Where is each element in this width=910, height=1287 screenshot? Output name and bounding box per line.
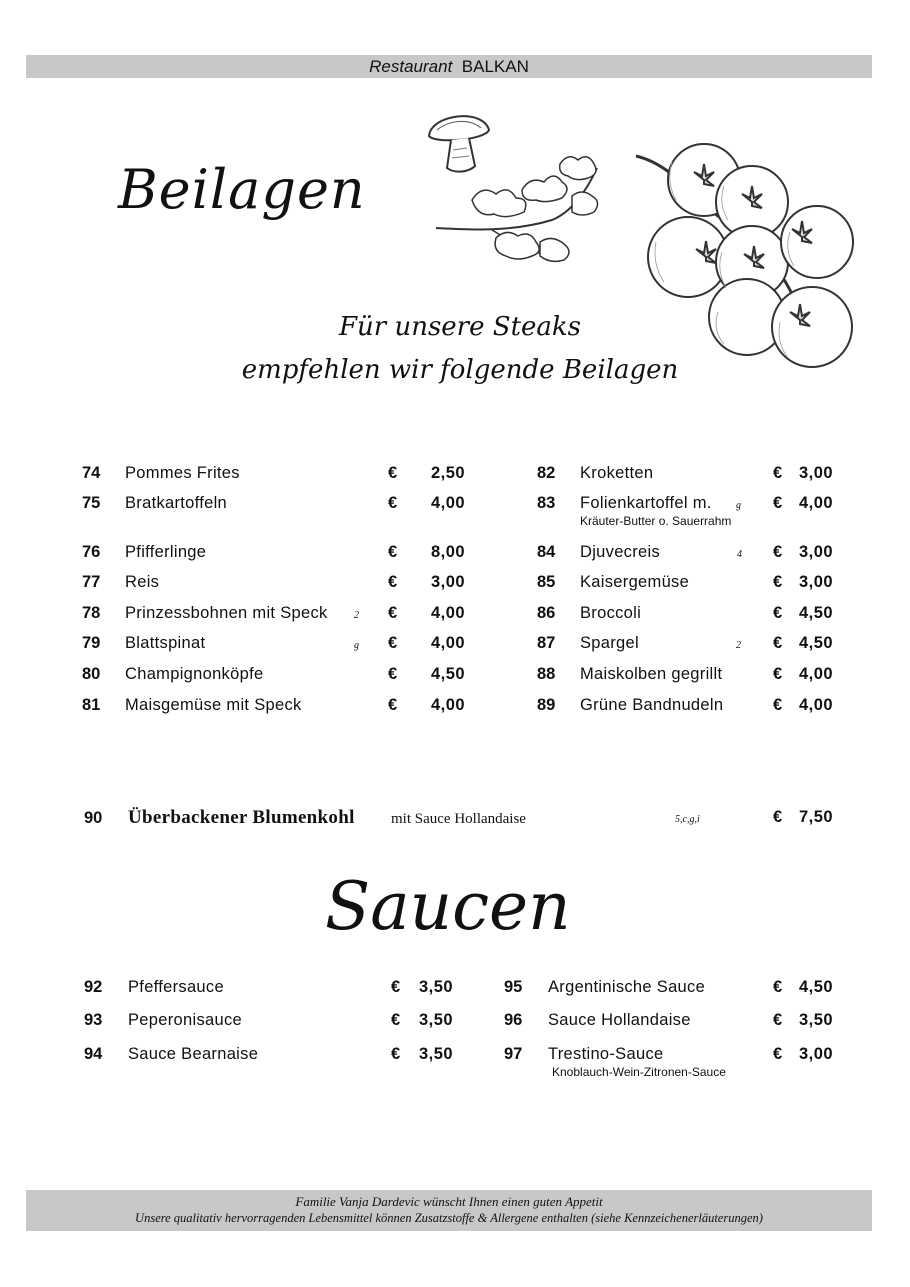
item-price: 4,00 [799,665,834,683]
item-currency: € [773,634,783,652]
item-price: 4,00 [431,604,466,622]
item-name: Pommes Frites [125,464,240,482]
item-name: Sauce Bearnaise [128,1045,259,1063]
item-price: 3,00 [799,1045,834,1063]
menu-item [0,602,910,624]
item-number: 84 [537,543,556,561]
item-name: Kroketten [580,464,654,482]
item-price: 3,50 [419,1011,454,1029]
item-number: 89 [537,696,556,714]
item-price: 3,00 [799,573,834,591]
item-name: Prinzessbohnen mit Speck [125,604,328,622]
item-name: Folienkartoffel m. [580,494,712,512]
item-currency: € [388,494,398,512]
menu-item [0,976,910,998]
item-number: 76 [82,543,101,561]
menu-item [0,1009,910,1031]
item-name: Blattspinat [125,634,206,652]
item-currency: € [391,1045,401,1063]
item-currency: € [388,573,398,591]
item-currency: € [388,604,398,622]
item-currency: € [391,1011,401,1029]
item-name: Pfeffersauce [128,978,224,996]
menu-item [0,694,910,716]
footer-bar [26,1190,872,1231]
item-currency: € [773,604,783,622]
footer-greeting: Familie Vanja Dardevic wünscht Ihnen einen guten Appetit [295,1194,603,1209]
item-number: 93 [84,1011,103,1029]
item-currency: € [773,978,783,996]
item-number: 88 [537,665,556,683]
item-number: 85 [537,573,556,591]
item-allergen-note: 2 [354,610,359,621]
item-price: 2,50 [431,464,466,482]
item-name: Argentinische Sauce [548,978,706,996]
item-number: 79 [82,634,101,652]
menu-item [0,462,910,484]
menu-item [0,1043,910,1079]
item-currency: € [773,1011,783,1029]
item-price: 3,50 [799,1011,834,1029]
item-name: Maiskolben gegrillt [580,665,723,683]
section-title-beilagen: Beilagen [118,158,366,221]
special-number: 90 [84,809,103,827]
item-number: 95 [504,978,523,996]
item-currency: € [773,494,783,512]
item-number: 97 [504,1045,523,1063]
item-number: 75 [82,494,101,512]
menu-item [0,492,910,528]
item-price: 4,50 [799,634,834,652]
item-price: 3,50 [419,978,454,996]
special-note: 5,c,g,i [675,814,700,825]
item-currency: € [773,1045,783,1063]
header-bar [26,55,872,78]
item-price: 4,50 [431,665,466,683]
item-name: Maisgemüse mit Speck [125,696,302,714]
item-name: Pfifferlinge [125,543,207,561]
menu-item [0,663,910,685]
item-currency: € [391,978,401,996]
item-name: Champignonköpfe [125,665,264,683]
item-number: 81 [82,696,101,714]
item-currency: € [773,573,783,591]
special-item [0,806,910,830]
item-price: 4,00 [799,696,834,714]
restaurant-name: BALKAN [461,57,529,76]
item-name: Spargel [580,634,639,652]
special-name: Überbackener Blumenkohl [128,807,355,828]
parsley-icon [432,150,617,275]
item-currency: € [773,464,783,482]
item-number: 80 [82,665,101,683]
item-subline: Kräuter-Butter o. Sauerrahm [580,514,732,528]
item-number: 86 [537,604,556,622]
item-name: Kaisergemüse [580,573,690,591]
special-description: mit Sauce Hollandaise [391,811,526,827]
menu-item [0,541,910,563]
item-name: Djuvecreis [580,543,661,561]
item-currency: € [773,543,783,561]
item-name: Peperonisauce [128,1011,242,1029]
item-currency: € [388,665,398,683]
item-price: 3,00 [431,573,466,591]
item-number: 82 [537,464,556,482]
item-number: 77 [82,573,101,591]
subtitle-line2: empfehlen wir folgende Beilagen [241,355,679,385]
item-currency: € [388,634,398,652]
tomato-vine-icon [632,142,860,380]
item-currency: € [388,696,398,714]
item-currency: € [388,464,398,482]
section-title-saucen: Saucen [325,868,571,945]
item-allergen-note: 4 [737,549,742,560]
item-name: Reis [125,573,160,591]
item-price: 3,50 [419,1045,454,1063]
special-price: 7,50 [799,808,834,826]
subtitle-line1: Für unsere Steaks [338,312,582,342]
item-name: Trestino-Sauce [548,1045,664,1063]
item-currency: € [773,696,783,714]
item-price: 4,00 [431,494,466,512]
item-price: 4,50 [799,604,834,622]
item-price: 3,00 [799,543,834,561]
item-name: Sauce Hollandaise [548,1011,691,1029]
item-allergen-note: g [736,500,741,511]
item-price: 4,00 [799,494,834,512]
item-allergen-note: 2 [736,640,741,651]
menu-item [0,571,910,593]
item-price: 3,00 [799,464,834,482]
item-number: 83 [537,494,556,512]
item-subline: Knoblauch-Wein-Zitronen-Sauce [552,1065,726,1079]
item-allergen-note: g [354,640,359,651]
item-number: 78 [82,604,101,622]
item-number: 96 [504,1011,523,1029]
item-price: 4,00 [431,696,466,714]
item-price: 4,50 [799,978,834,996]
item-number: 94 [84,1045,103,1063]
item-name: Broccoli [580,604,642,622]
item-number: 92 [84,978,103,996]
item-name: Bratkartoffeln [125,494,228,512]
item-currency: € [388,543,398,561]
header-label: Restaurant [369,57,453,76]
item-name: Grüne Bandnudeln [580,696,724,714]
special-currency: € [773,808,783,826]
item-number: 74 [82,464,101,482]
footer-allergen-note: Unsere qualitativ hervorragenden Lebensmittel können Zusatzstoffe & Allergene enthalten (siehe Kennzeichenerläuterungen) [135,1211,763,1225]
item-number: 87 [537,634,556,652]
item-price: 4,00 [431,634,466,652]
menu-item [0,632,910,654]
item-currency: € [773,665,783,683]
item-price: 8,00 [431,543,466,561]
